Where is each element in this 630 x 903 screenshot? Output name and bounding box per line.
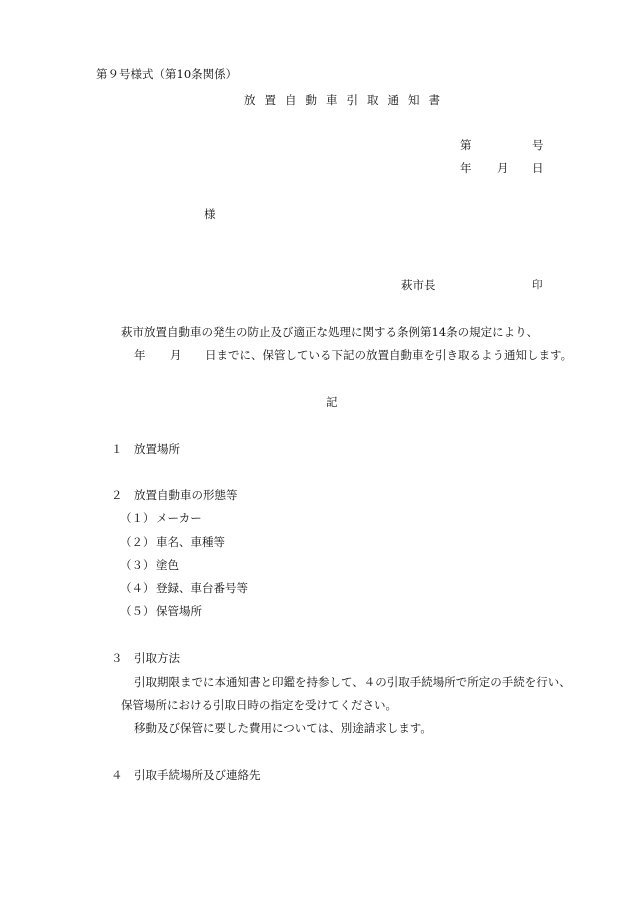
list-item-number: （４）	[120, 581, 155, 595]
document-title: 放置自動車引取通知書	[244, 93, 449, 107]
body-line-1: 萩市放置自動車の発生の防止及び適正な処理に関する条例第14条の規定により、	[121, 325, 539, 339]
reference-dai: 第	[460, 138, 472, 152]
body-line-2-month: 月	[170, 348, 182, 362]
section-1-number: １	[111, 442, 123, 456]
list-item-number: （１）	[120, 511, 155, 525]
section-3-paragraph-2: 移動及び保管に要した費用については、別途請求します。	[134, 721, 432, 735]
section-3-paragraph-1-line-1: 引取期限までに本通知書と印鑑を持参して、４の引取手続場所で所定の手続を行い、	[134, 675, 571, 689]
date-day: 日	[532, 161, 544, 175]
form-label: 第９号様式（第10条関係）	[96, 67, 238, 81]
list-item-label: 保管場所	[156, 604, 202, 618]
reference-go: 号	[532, 138, 544, 152]
section-4-title: 引取手続場所及び連絡先	[134, 768, 261, 782]
list-item-number: （５）	[120, 604, 155, 618]
list-item-label: メーカー	[156, 511, 202, 525]
list-item-label: 塗色	[156, 558, 179, 572]
section-3-number: ３	[111, 651, 123, 665]
list-item-label: 車名、車種等	[156, 535, 225, 549]
section-3-title: 引取方法	[134, 651, 180, 665]
list-item-number: （２）	[120, 535, 155, 549]
section-1-title: 放置場所	[134, 442, 180, 456]
issuer-name: 萩市長	[401, 278, 436, 292]
date-month: 月	[497, 161, 509, 175]
body-line-2-rest: 日までに、保管している下記の放置自動車を引き取るよう通知します。	[205, 348, 573, 362]
addressee-suffix: 様	[204, 207, 216, 221]
ki-heading: 記	[326, 395, 338, 409]
body-line-2-year: 年	[134, 348, 146, 362]
section-2-number: ２	[111, 488, 123, 502]
list-item-label: 登録、車台番号等	[156, 581, 248, 595]
section-4-number: ４	[111, 768, 123, 782]
list-item-number: （３）	[120, 558, 155, 572]
section-2-title: 放置自動車の形態等	[134, 488, 238, 502]
seal-mark: 印	[532, 279, 543, 291]
date-year: 年	[460, 161, 472, 175]
section-3-paragraph-1-line-2: 保管場所における引取日時の指定を受けてください。	[121, 698, 397, 712]
